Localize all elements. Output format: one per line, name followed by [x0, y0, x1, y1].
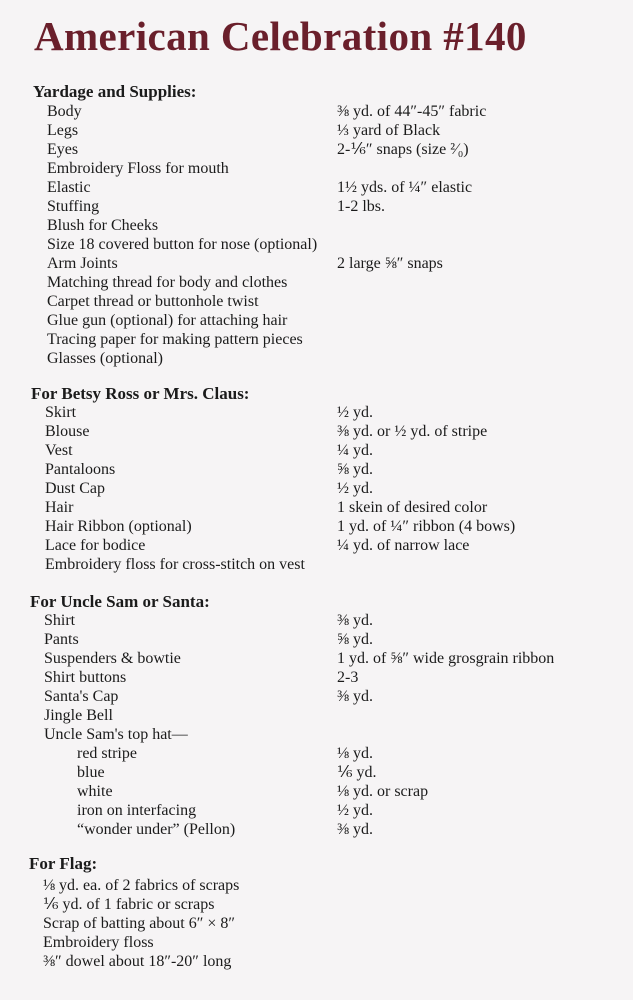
list-item [0, 706, 633, 725]
list-item [0, 254, 633, 273]
item-label: Hair Ribbon (optional) [45, 518, 192, 535]
item-quantity: 2 large ⅝″ snaps [337, 255, 443, 272]
list-item [0, 330, 633, 349]
item-label: Embroidery Floss for mouth [47, 160, 229, 177]
list-item [0, 403, 633, 422]
item-quantity: 1 skein of desired color [337, 499, 488, 516]
list-item [0, 273, 633, 292]
item-label: Glue gun (optional) for attaching hair [47, 312, 288, 329]
list-item [0, 611, 633, 630]
list-item [0, 216, 633, 235]
item-label: Shirt buttons [44, 669, 127, 686]
list-item [0, 649, 633, 668]
section-heading: For Uncle Sam or Santa: [30, 592, 210, 611]
list-item [0, 744, 633, 763]
item-quantity: ½ yd. [337, 404, 373, 421]
item-label: Body [47, 103, 82, 120]
list-item [0, 895, 633, 914]
item-quantity: ⅝ yd. [337, 631, 373, 648]
list-item [0, 782, 633, 801]
item-quantity: 1 yd. of ¼″ ribbon (4 bows) [337, 518, 516, 535]
section-heading: For Betsy Ross or Mrs. Claus: [31, 384, 250, 403]
item-label: Dust Cap [45, 480, 105, 497]
list-item [0, 536, 633, 555]
item-label: ⅜″ dowel about 18″-20″ long [43, 953, 232, 970]
item-quantity: ⅜ yd. or ½ yd. of stripe [337, 423, 488, 440]
list-item [0, 668, 633, 687]
item-quantity: ½ yd. [337, 480, 373, 497]
item-quantity: ⅜ yd. [337, 612, 373, 629]
item-label: Embroidery floss [43, 934, 154, 951]
item-label: Carpet thread or buttonhole twist [47, 293, 259, 310]
item-label: white [77, 783, 113, 800]
list-item [0, 140, 633, 159]
item-quantity: 1½ yds. of ¼″ elastic [337, 179, 473, 196]
list-item [0, 630, 633, 649]
item-label: “wonder under” (Pellon) [77, 821, 236, 838]
section-heading: Yardage and Supplies: [33, 82, 197, 101]
item-label: Jingle Bell [44, 707, 113, 724]
list-item [0, 159, 633, 178]
item-label: red stripe [77, 745, 137, 762]
item-quantity: 1-2 lbs. [337, 198, 385, 215]
list-item [0, 292, 633, 311]
item-label: blue [77, 764, 105, 781]
list-item [0, 952, 633, 971]
item-quantity: ⅙ yd. [337, 764, 377, 781]
item-quantity: ¼ yd. of narrow lace [337, 537, 470, 554]
list-item [0, 479, 633, 498]
item-label: iron on interfacing [77, 802, 197, 819]
list-item [0, 498, 633, 517]
item-label: Lace for bodice [45, 537, 146, 554]
item-label: Vest [45, 442, 73, 459]
item-label: Legs [47, 122, 79, 139]
item-label: Elastic [47, 179, 91, 196]
list-item [0, 311, 633, 330]
list-item [0, 914, 633, 933]
item-label: Scrap of batting about 6″ × 8″ [43, 915, 236, 932]
list-item [0, 820, 633, 839]
item-quantity: ⅜ yd. [337, 688, 373, 705]
list-item [0, 933, 633, 952]
item-label: Matching thread for body and clothes [47, 274, 288, 291]
list-item [0, 121, 633, 140]
list-item [0, 725, 633, 744]
item-label: Tracing paper for making pattern pieces [47, 331, 303, 348]
item-quantity: ⅝ yd. [337, 461, 373, 478]
list-item [0, 517, 633, 536]
item-label: Skirt [45, 404, 77, 421]
item-label: Suspenders & bowtie [44, 650, 181, 667]
list-item [0, 876, 633, 895]
item-label: Pantaloons [45, 461, 116, 478]
list-item [0, 102, 633, 121]
list-item [0, 422, 633, 441]
item-label: Shirt [44, 612, 76, 629]
item-label: Stuffing [47, 198, 100, 215]
item-quantity: 1 yd. of ⅝″ wide grosgrain ribbon [337, 650, 555, 667]
item-label: Glasses (optional) [47, 350, 163, 367]
item-label: Embroidery floss for cross-stitch on vest [45, 556, 305, 573]
section-heading: For Flag: [29, 854, 98, 873]
item-label: Santa's Cap [44, 688, 119, 705]
page-title: American Celebration #140 [34, 13, 527, 59]
item-quantity: ⅜ yd. [337, 821, 373, 838]
list-item [0, 801, 633, 820]
list-item [0, 555, 633, 574]
item-label: ⅛ yd. ea. of 2 fabrics of scraps [43, 877, 240, 894]
list-item [0, 178, 633, 197]
item-label: ⅙ yd. of 1 fabric or scraps [43, 896, 215, 913]
list-item [0, 235, 633, 254]
item-label: Hair [45, 499, 74, 516]
item-label: Blush for Cheeks [47, 217, 159, 234]
item-label: Size 18 covered button for nose (optional) [47, 236, 318, 253]
item-quantity: 2-⅙″ snaps (size ²⁄₀) [337, 141, 469, 158]
item-label: Arm Joints [47, 255, 118, 272]
item-quantity: ½ yd. [337, 802, 373, 819]
item-quantity: ⅛ yd. or scrap [337, 783, 429, 800]
item-quantity: ⅛ yd. [337, 745, 373, 762]
list-item [0, 460, 633, 479]
list-item [0, 763, 633, 782]
item-label: Eyes [47, 141, 79, 158]
list-item [0, 687, 633, 706]
item-quantity: ⅓ yard of Black [337, 122, 441, 139]
list-item [0, 441, 633, 460]
item-quantity: ⅜ yd. of 44″-45″ fabric [337, 103, 487, 120]
list-item [0, 349, 633, 368]
item-label: Pants [44, 631, 79, 648]
item-label: Uncle Sam's top hat— [44, 726, 188, 743]
item-quantity: ¼ yd. [337, 442, 373, 459]
list-item [0, 197, 633, 216]
item-label: Blouse [45, 423, 90, 440]
item-quantity: 2-3 [337, 669, 359, 686]
